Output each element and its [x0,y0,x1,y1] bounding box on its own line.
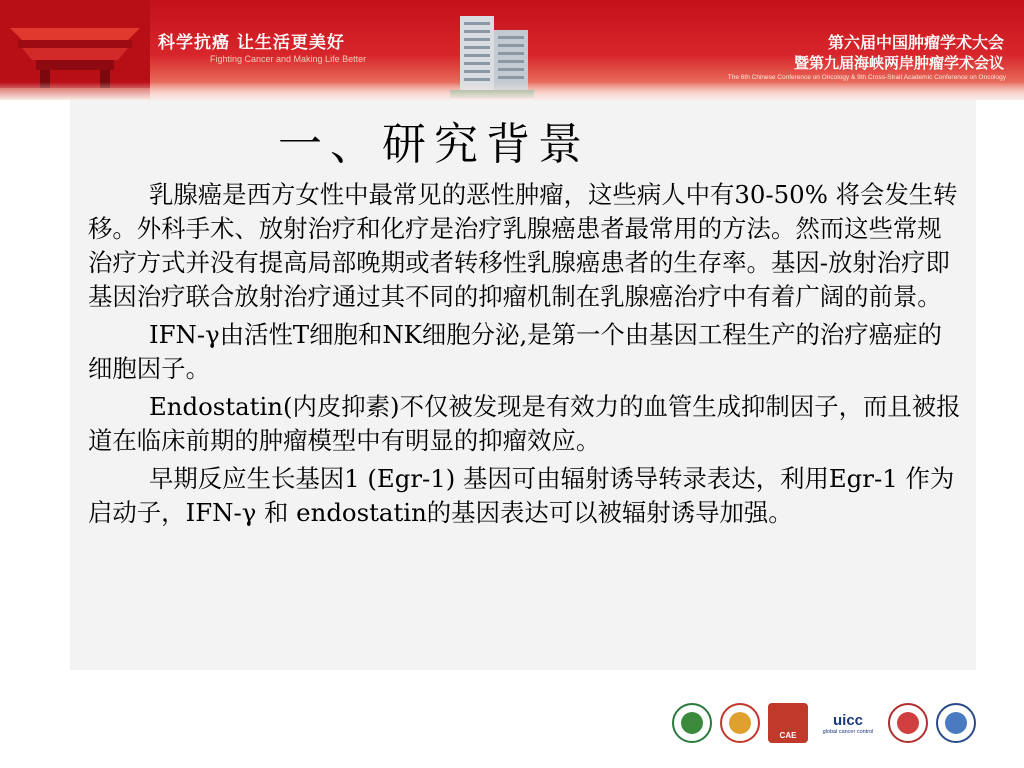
conference-title-line1: 第六届中国肿瘤学术大会 [827,33,1004,52]
conference-title-english: The 6th Chinese Conference on Oncology & 9th Cross-Strait Academic Conference on Oncology [727,74,1006,81]
cae-logo: CAE [768,703,808,743]
uicc-logo-text: uicc [832,711,863,729]
slogan-chinese: 科学抗癌 让生活更美好 [158,33,345,53]
paragraph-endostatin: Endostatin(内皮抑素)不仅被发现是有效力的血管生成抑制因子，而且被报道在临床前期的肿瘤模型中有明显的抑瘤效应。 [88,392,961,455]
uicc-logo [816,703,880,743]
society-logo-2 [720,703,760,743]
header-banner [0,0,1024,100]
paragraph-egr1: 早期反应生长基因1 (Egr-1) 基因可由辐射诱导转录表达，利用Egr-1 作为启动子，IFN-γ 和 endostatin的基因表达可以被辐射诱导加强。 [88,464,955,527]
paragraph-ifn-gamma: IFN-γ由活性T细胞和NK细胞分泌,是第一个由基因工程生产的治疗癌症的细胞因子。 [88,320,942,383]
footer-logos [672,700,976,746]
hospital-logo [936,703,976,743]
banner-fade [0,82,1024,100]
university-logo [888,703,928,743]
conference-title-line2: 暨第九届海峡两岸肿瘤学术会议 [793,54,1004,72]
slogan-english: Fighting Cancer and Making Life Better [210,54,367,64]
slide-title: 一、研究背景 [278,119,590,170]
uicc-logo-subtext: global cancer control [822,728,874,735]
slide-body [88,178,962,534]
society-logo-1 [672,703,712,743]
paragraph-breast-cancer: 乳腺癌是西方女性中最常见的恶性肿瘤，这些病人中有30-50% 将会发生转移。外科手术、放射治疗和化疗是治疗乳腺癌患者最常用的方法。然而这些常规治疗方式并没有提高局部晚期或者转移性乳腺癌患者的生存率。基因-放射治疗即基因治疗联合放射治疗通过其不同的抑瘤机制在乳腺癌治疗中有着广阔的前景。 [88,180,958,311]
